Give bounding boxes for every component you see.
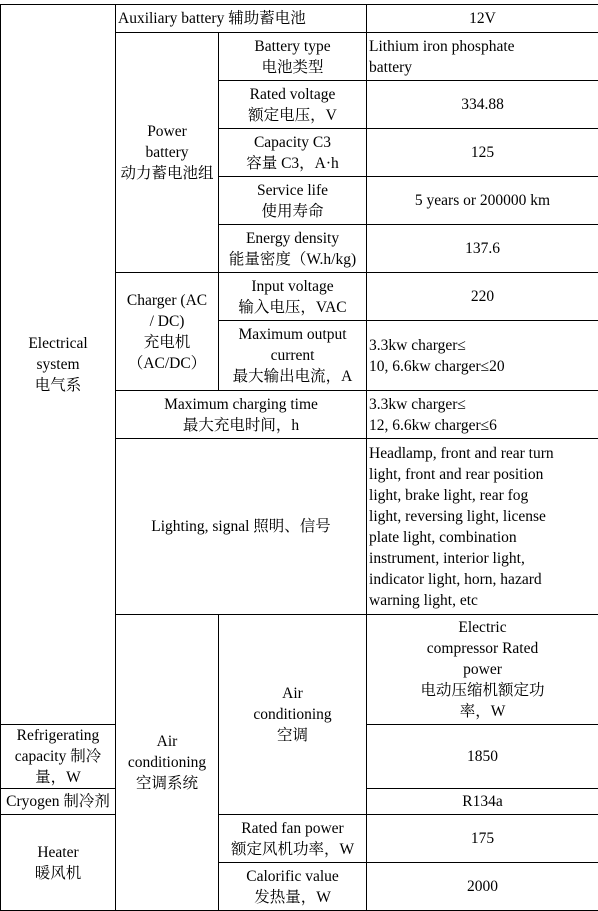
input-voltage-value: [367, 273, 598, 321]
cell-text: 额定风机功率，W: [230, 840, 355, 858]
max-output-current-label: [219, 321, 367, 391]
cell-text: Maximum output: [238, 326, 347, 343]
heater-cell: [1, 815, 116, 911]
cell-text: 175: [470, 830, 495, 847]
lighting-label: [116, 439, 367, 615]
cell-text: Heater: [37, 843, 79, 861]
cell-text: Refrigerating: [16, 727, 100, 744]
power-battery-label-line: battery: [145, 144, 189, 161]
cell-text: capacity 制冷量，W: [14, 748, 102, 786]
spec-table: [0, 4, 598, 911]
cell-text: 额定电压，V: [248, 106, 337, 124]
cell-text: Capacity C3: [253, 133, 332, 151]
cell-text: instrument, interior light,: [369, 549, 525, 567]
cell-text: 334.88: [461, 96, 504, 113]
air-conditioning-cell: [219, 615, 367, 815]
air-conditioning-system-cell: [116, 615, 219, 911]
cell-text: warning light, etc: [369, 591, 478, 609]
cell-text: Lithium iron phosphate: [369, 37, 515, 55]
cell-text: Calorific value: [246, 867, 339, 885]
cell-text: Input voltage: [251, 277, 334, 295]
cell-text: 125: [470, 144, 495, 161]
cell-text: 3.3kw charger≤: [369, 336, 466, 354]
cell-text: 137.6: [465, 240, 500, 257]
cell-text: Cryogen 制冷剂: [6, 793, 110, 810]
cell-text: Air: [282, 685, 303, 702]
cell-text: 12, 6.6kw charger≤6: [369, 416, 497, 434]
cell-text: Rated voltage: [249, 85, 336, 103]
input-voltage-label: [219, 273, 367, 321]
battery-type-value: [367, 33, 598, 81]
cell-text: light, brake light, rear fog: [369, 486, 529, 504]
power-battery-label-line: 动力蓄电池组: [120, 165, 214, 182]
cell-text: R134a: [462, 793, 503, 810]
refrigerating-capacity-value: [367, 725, 598, 789]
max-charging-time-label: [116, 391, 367, 439]
cell-text: plate light, combination: [369, 528, 517, 546]
aux-battery-label: [116, 5, 367, 33]
cell-text: 5 years or 200000 km: [414, 192, 551, 209]
electrical-system-cell: [1, 5, 116, 725]
rated-voltage-value: [367, 81, 598, 129]
refrigerating-capacity-label: [1, 725, 116, 789]
cell-text: 空调系统: [135, 775, 198, 792]
cell-text: 2000: [467, 878, 499, 895]
capacity-value: [367, 129, 598, 177]
cell-text: 最大输出电流，A: [232, 368, 353, 385]
cell-text: conditioning: [127, 754, 207, 771]
cell-text: 220: [470, 288, 495, 305]
capacity-label: [219, 129, 367, 177]
calorific-value-value: [367, 863, 598, 911]
cell-text: 10, 6.6kw charger≤20: [369, 357, 505, 375]
cell-text: conditioning: [253, 706, 332, 723]
cell-text: Air: [156, 733, 178, 750]
cell-text: 1850: [467, 748, 499, 765]
cell-text: Rated fan power: [241, 819, 344, 837]
cell-text: 12V: [469, 10, 496, 27]
cell-text: Battery type: [254, 37, 331, 55]
cell-text: 发热量，W: [254, 888, 331, 906]
electrical-label-line: system: [36, 356, 80, 373]
max-output-current-value: [367, 321, 598, 391]
cell-text: power: [463, 661, 502, 678]
cell-text: Energy density: [245, 229, 340, 247]
cell-text: 充电机: [143, 333, 191, 351]
cell-text: 率，W: [459, 703, 506, 720]
cell-text: indicator light, horn, hazard: [369, 570, 542, 588]
cell-text: Lighting, signal 照明、信号: [151, 518, 331, 535]
cell-text: compressor Rated: [426, 640, 539, 657]
charger-cell: [116, 273, 219, 391]
cell-text: Service life: [257, 181, 329, 199]
cell-text: 3.3kw charger≤: [369, 395, 466, 413]
compressor-power-label: [367, 615, 598, 725]
cell-text: （AC/DC）: [127, 354, 207, 372]
cell-text: 电池类型: [261, 58, 324, 76]
cell-text: 暖风机: [34, 864, 82, 882]
cryogen-value: [367, 789, 598, 815]
cell-text: / DC): [149, 312, 185, 330]
cell-text: 空调: [277, 727, 309, 744]
battery-type-label: [219, 33, 367, 81]
cell-text: Auxiliary battery 辅助蓄电池: [118, 10, 306, 27]
cell-text: light, front and rear position: [369, 465, 544, 483]
service-life-label: [219, 177, 367, 225]
power-battery-cell: [116, 33, 219, 273]
rated-fan-power-label: [219, 815, 367, 863]
cell-text: 输入电压，VAC: [238, 298, 347, 316]
service-life-value: [367, 177, 598, 225]
cell-text: light, reversing light, license: [369, 507, 546, 525]
cell-text: current: [270, 347, 315, 364]
cell-text: Charger (AC: [126, 291, 208, 309]
cell-text: 能量密度（W.h/kg): [228, 250, 357, 268]
cell-text: 电动压缩机额定功: [420, 682, 545, 699]
energy-density-value: [367, 225, 598, 273]
energy-density-label: [219, 225, 367, 273]
lighting-value: [367, 439, 598, 615]
calorific-value-label: [219, 863, 367, 911]
rated-voltage-label: [219, 81, 367, 129]
electrical-label-line: 电气系: [34, 377, 82, 394]
power-battery-label-line: Power: [147, 123, 187, 140]
cell-text: 最大充电时间，h: [182, 416, 300, 434]
cryogen-label: [1, 789, 116, 815]
cell-text: battery: [369, 58, 413, 76]
electrical-label-line: Electrical: [28, 335, 88, 352]
cell-text: Maximum charging time: [164, 395, 318, 413]
cell-text: Electric: [458, 619, 507, 636]
cell-text: 容量 C3，A·h: [246, 154, 339, 172]
rated-fan-power-value: [367, 815, 598, 863]
aux-battery-value: [367, 5, 598, 33]
max-charging-time-value: [367, 391, 598, 439]
cell-text: Headlamp, front and rear turn: [369, 444, 554, 462]
cell-text: 使用寿命: [261, 202, 324, 220]
